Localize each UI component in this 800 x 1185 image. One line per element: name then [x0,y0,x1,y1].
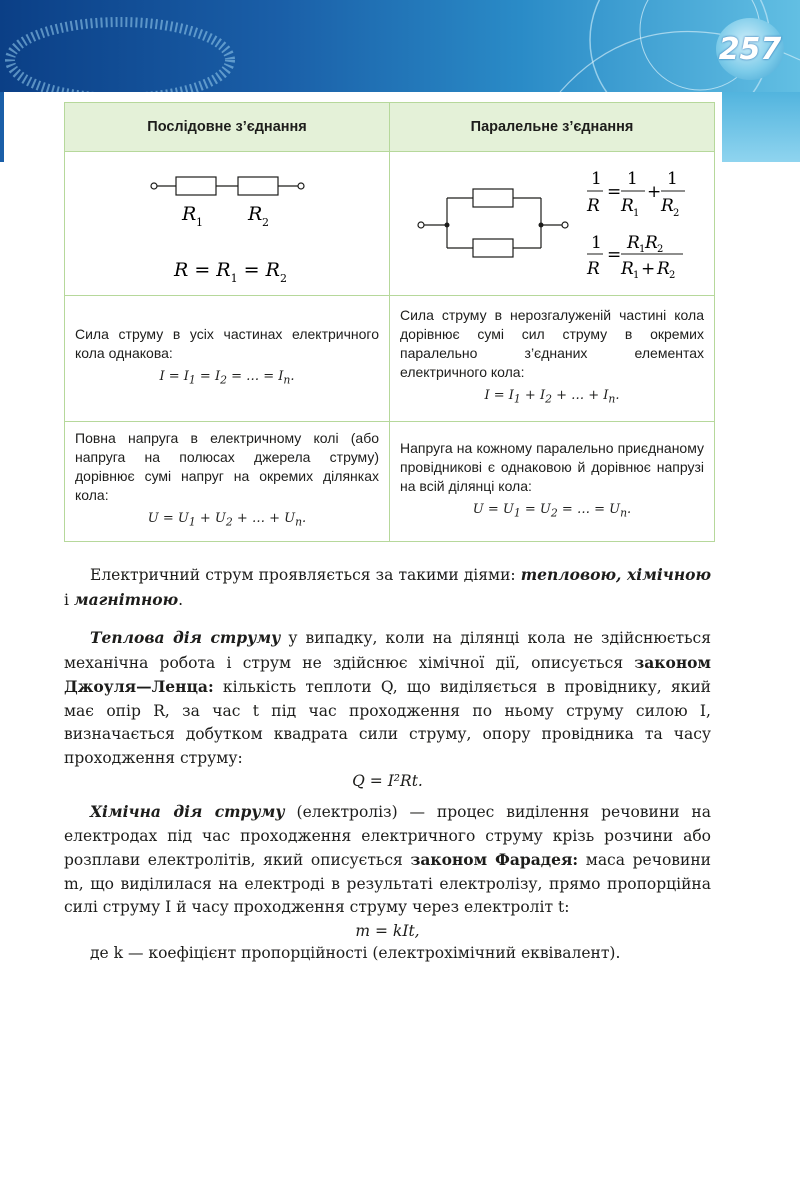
series-formula: $R = R_1 = R_2$ [174,258,287,285]
right-band [722,92,800,162]
chemical-term: Хімічна дія струму [90,802,285,821]
svg-text:2: 2 [657,243,664,255]
parallel-current-text: Сила струму в нерозгалуженій частині кола дорівнює сумі сил струму в окремих паралельно з’єднаних елементах електричного кола: [400,307,704,381]
svg-text:2: 2 [669,269,676,281]
svg-text:1: 1 [633,269,640,281]
series-voltage-text: Повна напруга в електричному колі (або напруга на полюсах джерела струму) дорівнює сумі напруг на окремих ділянках кола: [75,430,379,504]
series-current-formula: $I = I_1 = I_2$ = … = $I_n$. [159,369,295,387]
parallel-voltage-cell [390,422,715,542]
svg-text:R: R [657,258,670,279]
parallel-voltage-formula: $U = U_1 = U_2$ = … = $U_n$. [472,501,632,520]
decor-rings [0,0,800,92]
svg-text:R: R [645,232,658,253]
series-current-text: Сила струму в усіх частинах електричного кола однакова: [75,326,379,362]
svg-text:1: 1 [196,215,203,229]
svg-text:1: 1 [591,168,602,189]
col2-header: Паралельне з’єднання [390,103,715,152]
svg-text:1: 1 [627,168,638,189]
svg-text:R: R [587,258,600,279]
faraday-equation: m = kIt, [355,921,420,940]
svg-text:1: 1 [591,232,602,253]
svg-text:1: 1 [633,207,640,219]
parallel-voltage-text: Напруга на кожному паралельно приєднаному провідникові є однаковою й дорівнює напрузі на всій ділянці кола: [400,439,704,494]
svg-text:R: R [621,195,634,216]
paragraph-effects: Електричний струм проявляється за такими діями: тепловою, хімічною і магнітною. [64,565,711,609]
joule-lenz-law: законом Джоуля—Ленца: [64,652,711,696]
svg-text:2: 2 [262,215,269,229]
page-number: 257 [716,18,784,80]
series-circuit-diagram [66,154,388,294]
thermal-term: Теплова дія струму [90,628,281,647]
parallel-diagram-cell [390,152,715,296]
faraday-law: законом Фарадея: [410,850,579,869]
parallel-formula-2 [586,233,683,281]
comparison-table [64,102,715,542]
svg-text:+: + [647,181,662,202]
svg-text:=: = [607,244,622,265]
parallel-formula-1 [586,169,685,219]
header-banner [0,0,800,92]
series-diagram-cell [65,152,390,296]
series-voltage-formula: $U = U_1 + U_2$ + … + $U_n$. [147,511,307,529]
svg-text:R: R [661,195,674,216]
svg-text:=: = [607,181,622,202]
coefficient-note: де k — коефіцієнт пропорційності (електрохімічний еквівалент). [90,944,621,962]
left-band [0,92,4,162]
svg-text:1: 1 [639,243,646,255]
parallel-current-formula: $I = I_1 + I_2$ + … + $I_n$. [484,388,620,406]
svg-text:+: + [641,258,656,279]
col1-header: Послідовне з’єднання [65,103,390,152]
svg-text:R: R [627,232,640,253]
svg-text:R: R [621,258,634,279]
paragraph-chemical: Хімічна дія струму (електроліз) — процес виділення речовини на електродах під час проходження електричного струму крізь розчини або розплави електролітів, який описується законом Фарадея: маса речовини m, що виділилася на електроді в результаті електролізу, прямо пропорційна силі струму I й часу проходження струму через електроліт t: m = kIt, де k — коефіцієнт пропорційності (електрохімічний еквівалент). [64,800,711,966]
r2-label: R [248,202,263,225]
svg-text:2: 2 [673,207,680,219]
series-voltage-cell [65,422,390,542]
paragraph-thermal: Теплова дія струму у випадку, коли на ділянці кола не здійснюється механічна робота і струм не здійснює хімічної дії, описується законом Джоуля—Ленца: кількість теплоти Q, що виділяється в провіднику, який має опір R, за час t під час проходження по ньому струму силою I, визначається добутком квадрата сили струму, опору провідника та часу проходження струму: Q = I²Rt. [64,626,711,794]
parallel-circuit-diagram [391,154,713,294]
r1-label: R [182,202,197,225]
parallel-current-cell [390,296,715,422]
svg-text:1: 1 [667,168,678,189]
joule-equation: Q = I²Rt. [352,772,423,790]
series-current-cell [65,296,390,422]
svg-text:R: R [587,195,600,216]
